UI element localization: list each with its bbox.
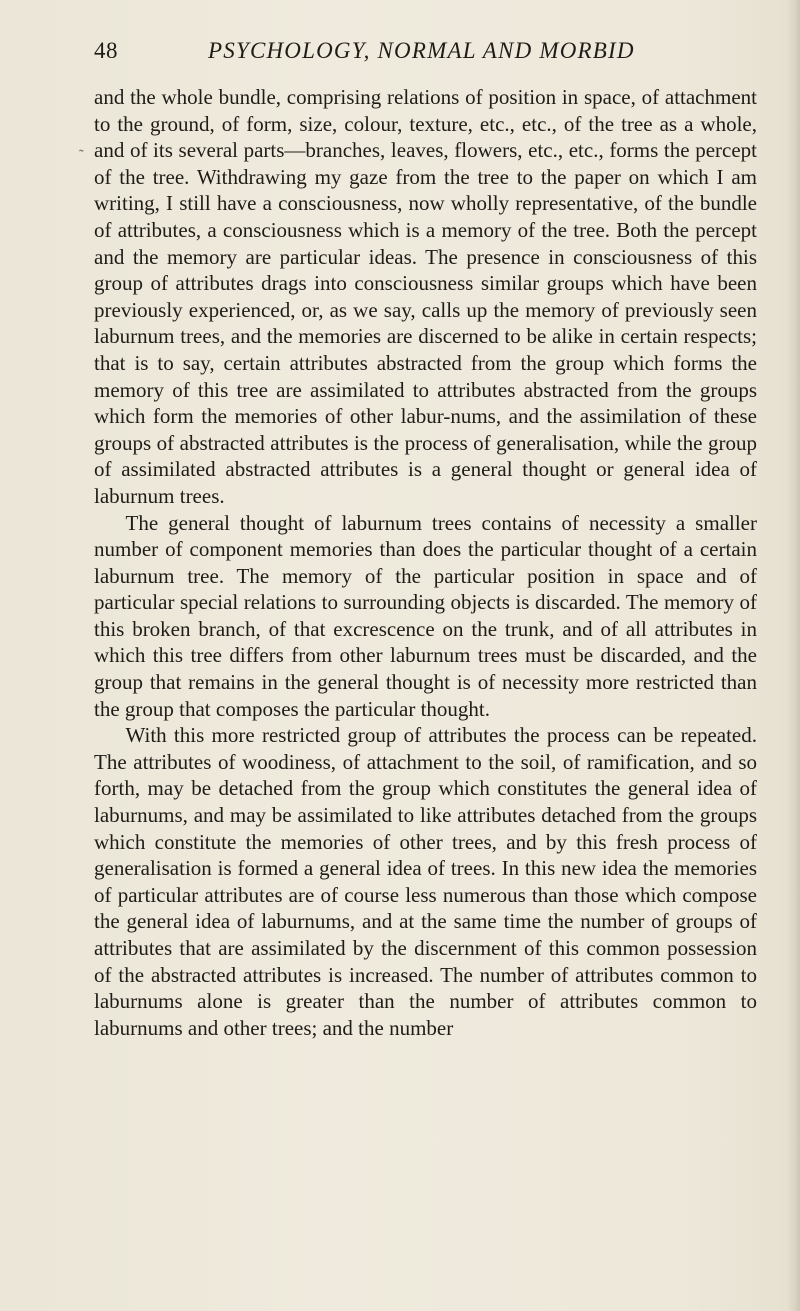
paragraph-3: With this more restricted group of attributes the process can be repeated. The attributes of woodiness, of attachment to the soil, of ramification, and so forth, may be detached from the group which constitutes the general idea of laburnums, and may be assimilated to like attributes detached from the groups which constitute the memories of other trees, and by this fresh process of generalisation is formed a general idea of trees. In this new idea the memories of particular attributes are of course less numerous than those which compose the general idea of laburnums, and at the same time the number of groups of attributes that are assimilated by the discernment of this common possession of the abstracted attributes is increased. The number of attributes common to laburnums alone is greater than the number of attributes common to laburnums and other trees; and the number — [94, 723, 757, 1040]
page-edge-shadow — [786, 0, 800, 1311]
page-number: 48 — [94, 38, 118, 63]
page-header — [94, 38, 784, 72]
margin-mark: ˜ — [79, 148, 84, 163]
running-title: PSYCHOLOGY, NORMAL AND MORBID — [208, 38, 635, 63]
paragraph-2: The general thought of laburnum trees contains of necessity a smaller number of component memories than does the particular thought of a certain laburnum tree. The memory of the particular position in space and of particular special relations to surrounding objects is discarded. The memory of this broken branch, of that excrescence on the trunk, and of all attributes in which this tree differs from other laburnum trees must be discarded, and the group that remains in the general thought is of necessity more restricted than the group that composes the particular thought. — [94, 510, 757, 721]
paragraph-1: and the whole bundle, comprising relations of position in space, of attachment to the ground, of form, size, colour, texture, etc., etc., of the tree as a whole, and of its several parts—branches, leaves, flowers, etc., etc., forms the percept of the tree. Withdrawing my gaze from the tree to the paper on which I am writing, I still have a consciousness, now wholly representative, of the bundle of attributes, a consciousness which is a memory of the tree. Both the percept and the memory are particular ideas. The presence in consciousness of this group of attributes drags into consciousness similar groups which have been previously experienced, or, as we say, calls up the memory of previously seen laburnum trees, and the memories are discerned to be alike in certain respects; that is to say, certain attributes abstracted from the group which forms the memory of this tree are assimilated to attributes abstracted from the groups which form the memories of other labur-nums, and the assimilation of these groups of abstracted attributes is the process of generalisation, while the group of assimilated abstracted attributes is a general thought or general idea of laburnum trees. — [94, 85, 757, 508]
body-text — [94, 84, 757, 1041]
